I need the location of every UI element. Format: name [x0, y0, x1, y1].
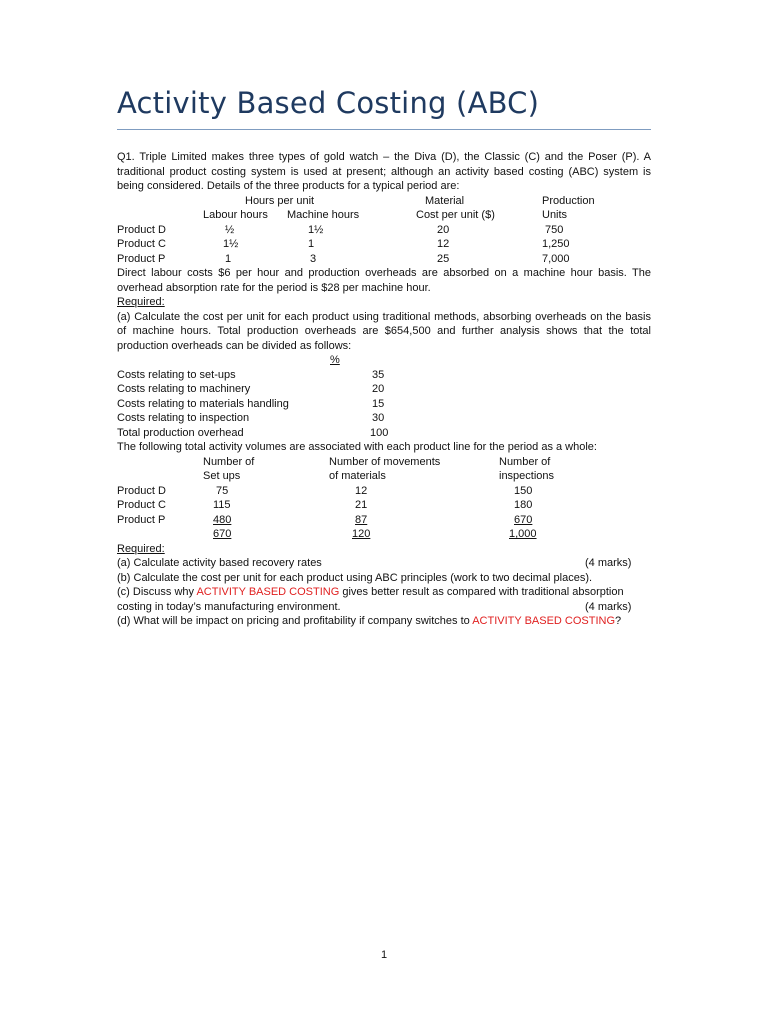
abc-highlight: ACTIVITY BASED COSTING: [472, 615, 616, 627]
overhead-label: Costs relating to set-ups: [117, 368, 236, 381]
labour-value: 1½: [223, 238, 239, 250]
table-row: [117, 237, 651, 252]
hours-per-unit-header: Hours per unit: [245, 194, 315, 207]
production-header: Production: [542, 194, 595, 207]
table-row: [117, 223, 651, 238]
table-row: [117, 368, 651, 383]
page-number: 1: [380, 949, 388, 961]
product-details-table: [117, 194, 651, 267]
setups-value: 115: [213, 499, 231, 511]
overhead-value: 100: [370, 426, 389, 439]
question-c: [117, 585, 651, 600]
setups-total: 670: [213, 528, 232, 540]
question-c-marks: (4 marks): [585, 600, 632, 613]
overhead-value: 15: [372, 397, 385, 410]
question-a-text: (a) Calculate activity based recovery rates: [117, 557, 322, 569]
overhead-label: Total production overhead: [117, 426, 244, 439]
table-row: [117, 411, 651, 426]
inspections-value: 670: [514, 513, 533, 526]
labour-hours-header: Labour hours: [203, 209, 268, 221]
part-a-paragraph: (a) Calculate the cost per unit for each product using traditional methods, absorbing overheads on the basis of machine hours. Total production overheads are $654,500 and further analysis shows that the total production overheads can be divided as follows:: [117, 310, 651, 352]
table3-header-row2: [117, 469, 651, 484]
table-row: [117, 397, 651, 412]
title-rule: [117, 129, 651, 130]
units-value: 1,250: [542, 238, 570, 250]
inspections-subheader: inspections: [499, 470, 555, 482]
labour-value: 1: [225, 252, 232, 265]
table-row: [117, 484, 651, 499]
question-c-text-3: costing in today’s manufacturing environment.: [117, 600, 341, 613]
product-label: Product P: [117, 513, 166, 526]
activity-volumes-table: [117, 455, 651, 542]
question-a-marks: (4 marks): [585, 557, 632, 569]
question-b: (b) Calculate the cost per unit for each product using ABC principles (work to two decimal places).: [117, 571, 593, 584]
table1-header-row2: [117, 208, 651, 223]
overhead-value: 35: [372, 368, 385, 381]
movements-header: Number of movements: [329, 455, 441, 468]
inspections-header: Number of: [499, 455, 551, 468]
document-body: [117, 150, 651, 629]
required-heading-2: Required:: [117, 542, 165, 555]
activity-paragraph: The following total activity volumes are associated with each product line for the period as a whole:: [117, 441, 597, 453]
table1-header-row1: [117, 194, 651, 209]
movements-value: 87: [355, 513, 368, 526]
machine-value: 1½: [308, 223, 324, 236]
cost-value: 12: [437, 238, 450, 250]
question-d: [117, 614, 651, 629]
overhead-label: Costs relating to materials handling: [117, 397, 289, 410]
labour-value: ½: [225, 223, 235, 236]
overhead-breakdown-table: [117, 353, 651, 440]
table-row: [117, 382, 651, 397]
material-header: Material: [425, 194, 465, 207]
units-value: 7,000: [542, 252, 570, 265]
table-row: [117, 513, 651, 528]
question-d-text-1: (d) What will be impact on pricing and profitability if company switches to: [117, 615, 473, 627]
movements-value: 12: [355, 484, 368, 497]
table3-header-row1: [117, 455, 651, 470]
table-row: [117, 426, 651, 441]
product-label: Product D: [117, 484, 166, 497]
intro-paragraph: Q1. Triple Limited makes three types of gold watch – the Diva (D), the Classic (C) and the Poser (P). A traditional product costing system is used at present; although an activity based costing (ABC) system is being considered. Details of the three products for a typical period are:: [117, 151, 651, 192]
table-row: [117, 498, 651, 513]
inspections-total: 1,000: [509, 528, 537, 540]
product-label: Product P: [117, 252, 166, 265]
setups-value: 75: [216, 484, 229, 497]
question-c-text-1: (c) Discuss why: [117, 586, 197, 598]
product-label: Product C: [117, 499, 166, 511]
overhead-label: Costs relating to inspection: [117, 412, 250, 424]
inspections-value: 150: [514, 484, 533, 497]
labour-paragraph: Direct labour costs $6 per hour and production overheads are absorbed on a machine hour basis. The overhead absorption rate for the period is $28 per machine hour.: [117, 267, 651, 294]
question-d-text-2: ?: [615, 615, 622, 627]
machine-hours-header: Machine hours: [287, 209, 360, 221]
movements-total: 120: [352, 528, 371, 540]
setups-value: 480: [213, 513, 232, 526]
machine-value: 1: [308, 238, 315, 250]
question-c-line2: [117, 600, 651, 615]
required-heading: Required:: [117, 296, 165, 308]
inspections-value: 180: [514, 499, 533, 511]
percent-header-row: [117, 353, 651, 368]
movements-subheader: of materials: [329, 470, 386, 482]
totals-row: [117, 527, 651, 542]
percent-header: %: [330, 354, 340, 366]
setups-header: Number of: [203, 455, 255, 468]
page-title: Activity Based Costing (ABC): [117, 86, 540, 120]
table-row: [117, 252, 651, 267]
machine-value: 3: [310, 252, 317, 265]
question-c-text-2: gives better result as compared with traditional absorption: [339, 586, 624, 598]
cost-value: 20: [437, 223, 450, 236]
units-header: Units: [542, 209, 568, 221]
overhead-value: 30: [372, 412, 385, 424]
overhead-value: 20: [372, 383, 385, 395]
movements-value: 21: [355, 499, 368, 511]
overhead-label: Costs relating to machinery: [117, 383, 251, 395]
cost-per-unit-header: Cost per unit ($): [416, 209, 495, 221]
product-label: Product C: [117, 238, 166, 250]
question-a: [117, 556, 651, 571]
cost-value: 25: [437, 252, 450, 265]
units-value: 750: [545, 223, 564, 236]
abc-highlight: ACTIVITY BASED COSTING: [196, 586, 340, 598]
product-label: Product D: [117, 223, 166, 236]
setups-subheader: Set ups: [203, 470, 241, 482]
